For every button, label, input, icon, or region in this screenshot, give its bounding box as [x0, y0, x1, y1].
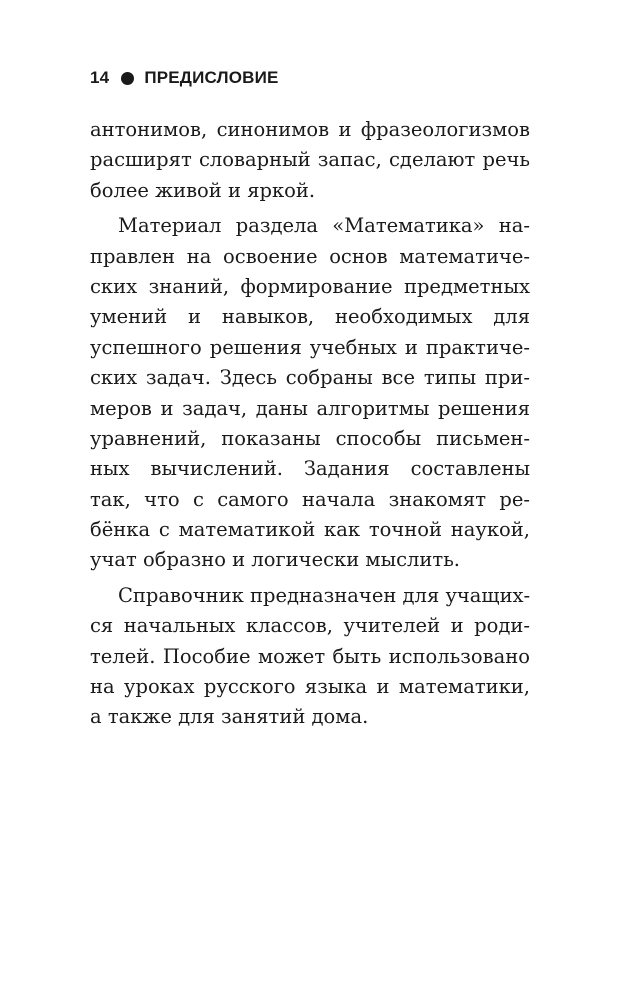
text-line: бёнка с математикой как точной наукой,	[90, 518, 530, 542]
text-line: Материал раздела «Математика» на-	[118, 214, 530, 238]
text-line: учат образно и логически мыслить.	[90, 548, 461, 572]
text-line: меров и задач, даны алгоритмы решения	[90, 396, 530, 420]
page-number: 14	[90, 68, 110, 87]
paragraph-3	[90, 581, 530, 733]
text-line: успешного решения учебных и практиче-	[90, 335, 530, 359]
text-line: ных вычислений. Задания составлены	[90, 457, 530, 481]
text-line: расширят словарный запас, сделают речь	[90, 148, 530, 172]
section-title: ПРЕДИСЛОВИЕ	[144, 68, 279, 87]
text-line: ся начальных классов, учителей и роди-	[90, 614, 530, 638]
text-line: а также для занятий дома.	[90, 705, 369, 729]
text-line: умений и навыков, необходимых для	[90, 305, 530, 329]
text-line: ских знаний, формирование предметных	[90, 274, 530, 298]
bullet-dot-icon	[121, 72, 134, 85]
paragraph-2	[90, 211, 530, 576]
text-line: уравнений, показаны способы письмен-	[90, 426, 530, 450]
running-head	[90, 66, 279, 90]
text-line: так, что с самого начала знакомят ре-	[90, 487, 530, 511]
text-line: Справочник предназначен для учащих-	[118, 583, 531, 607]
text-line: ских задач. Здесь собраны все типы при-	[90, 366, 530, 390]
paragraph-1	[90, 115, 530, 206]
text-line: телей. Пособие может быть использовано	[90, 644, 530, 668]
text-line: на уроках русского языка и математики,	[90, 675, 530, 699]
body-text	[90, 115, 530, 733]
text-line: правлен на освоение основ математиче-	[90, 244, 530, 268]
text-line: более живой и яркой.	[90, 178, 316, 202]
text-line: антонимов, синонимов и фразеологизмов	[90, 118, 530, 141]
